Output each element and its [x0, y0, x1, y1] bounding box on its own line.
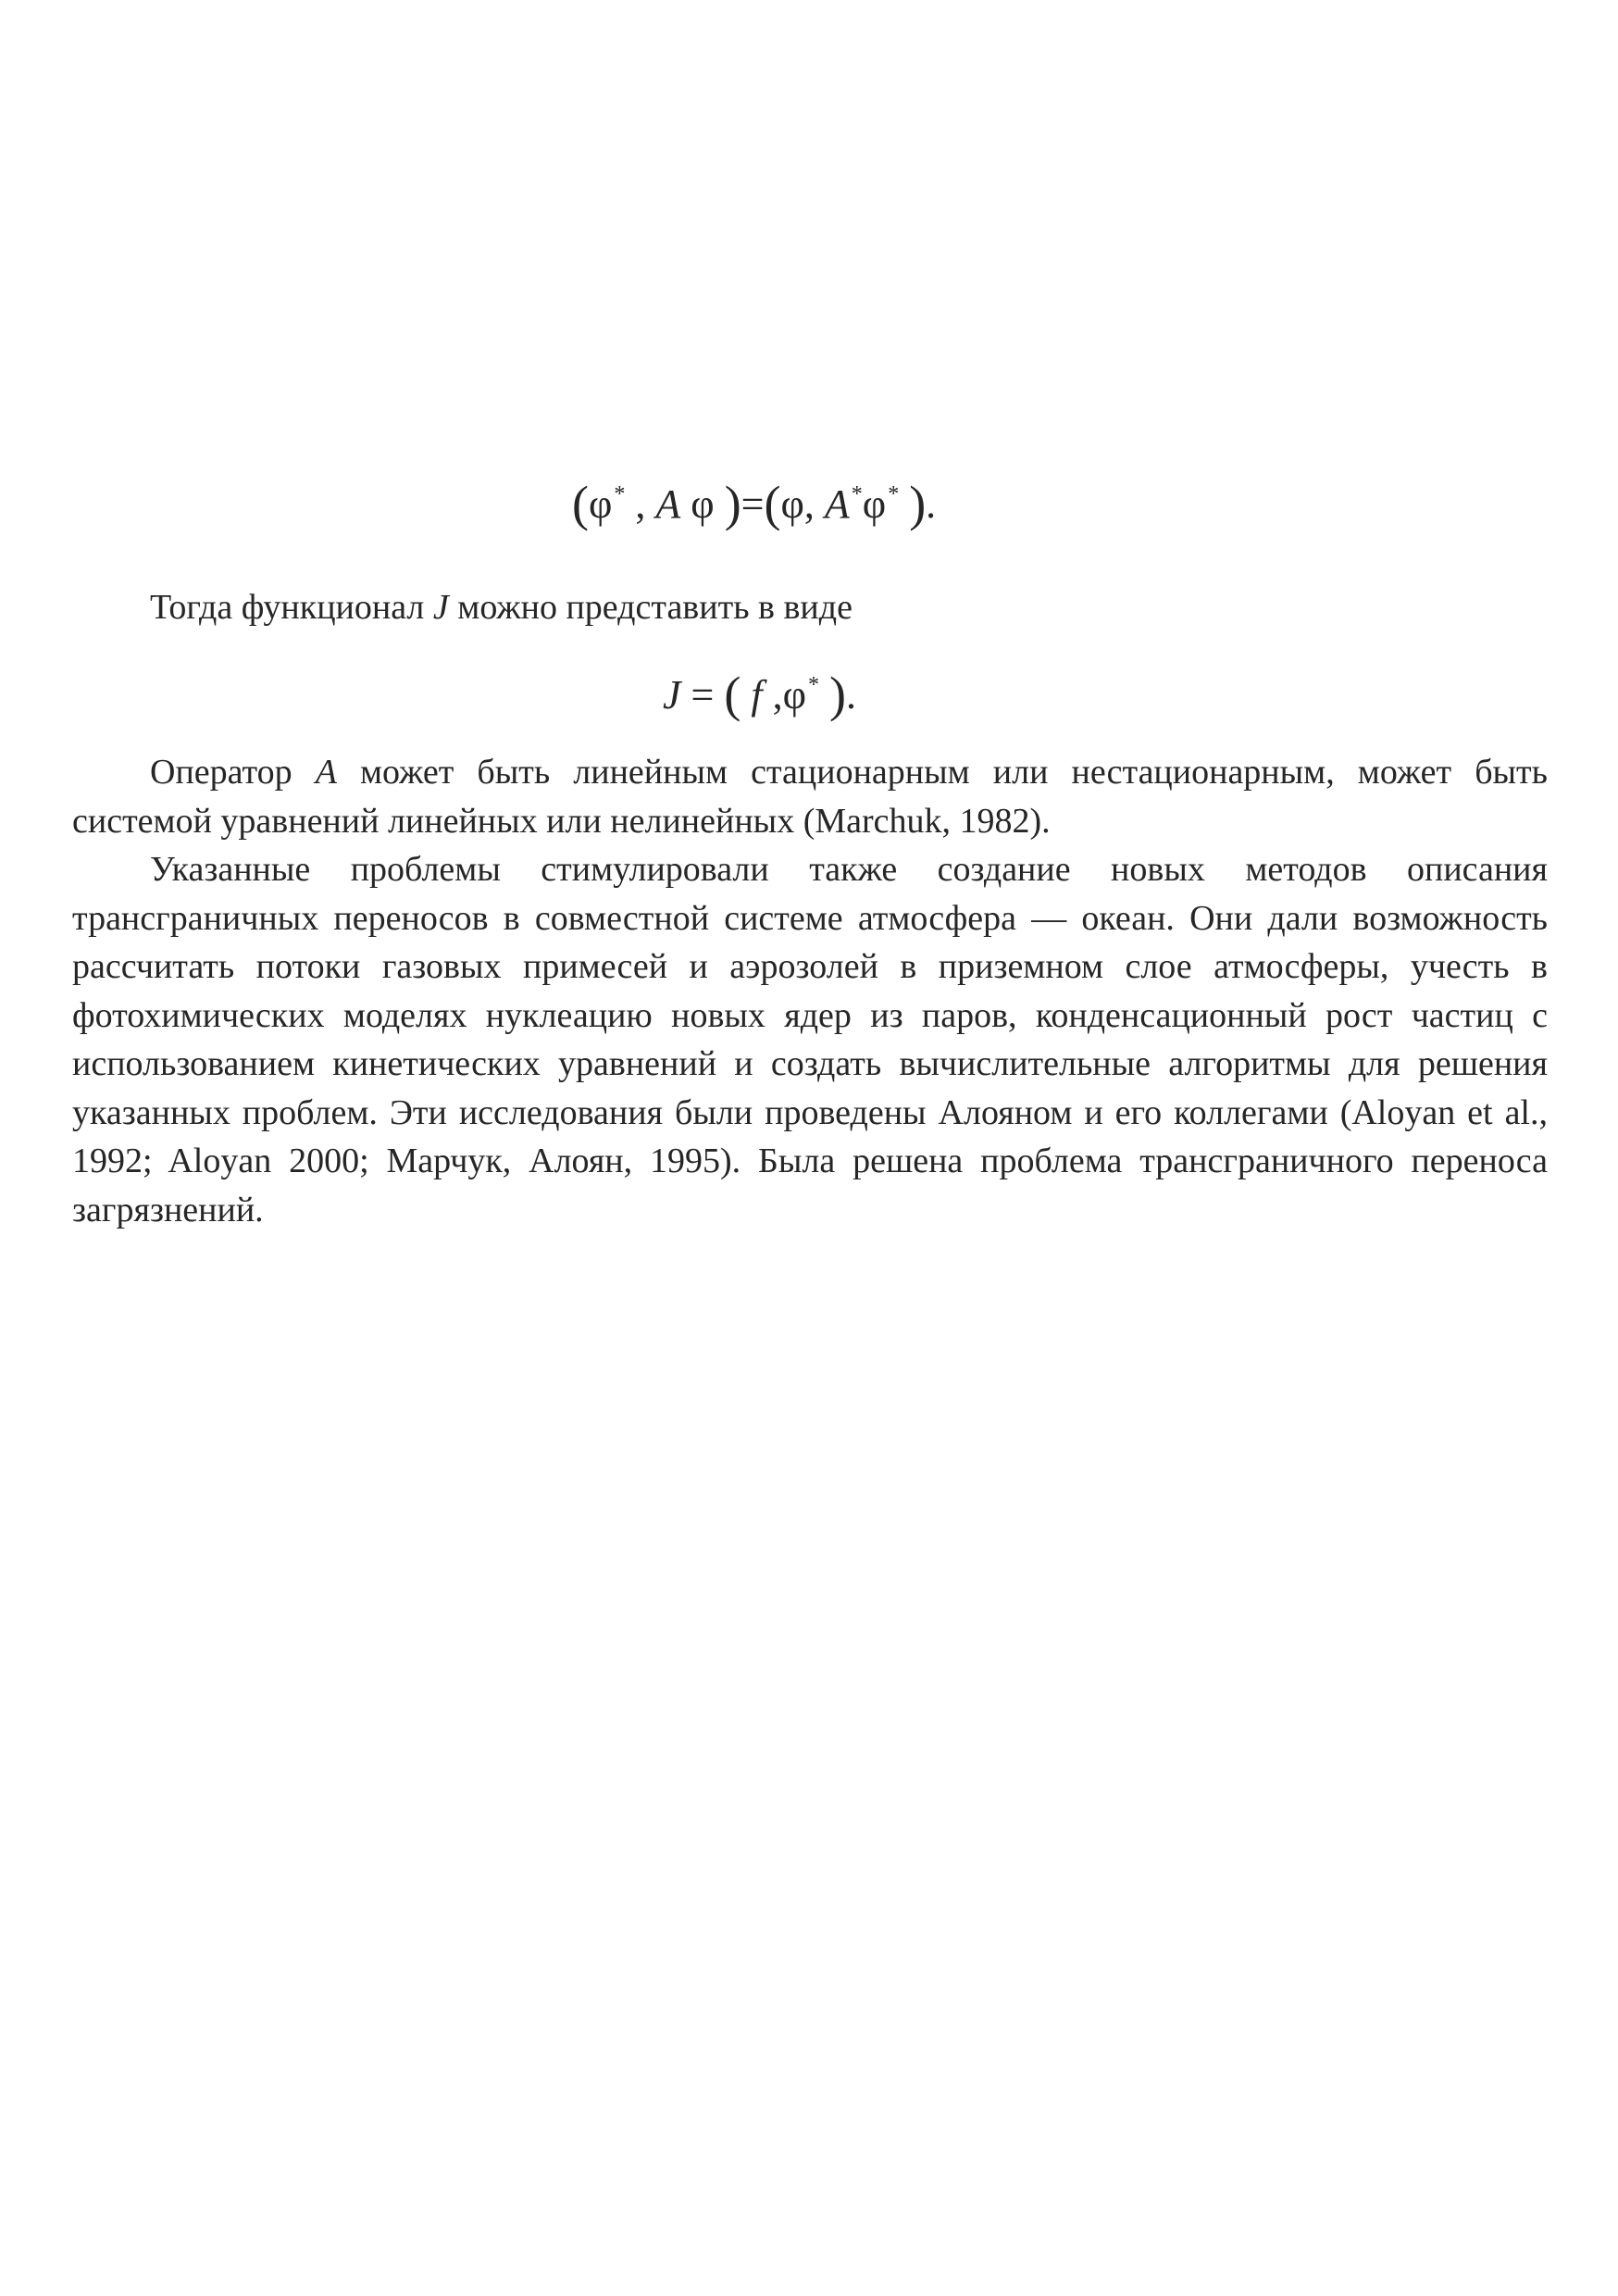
star-superscript: *: [807, 673, 819, 697]
star-superscript: *: [614, 482, 626, 506]
equation-adjoint-identity: [572, 476, 937, 531]
open-paren: (: [572, 476, 589, 531]
comma: ,: [635, 481, 646, 527]
source-f: f: [751, 672, 763, 718]
paragraph-operator: [72, 748, 1548, 845]
period: .: [926, 481, 937, 527]
operator-a: A: [824, 481, 850, 527]
close-paren: ): [828, 667, 846, 722]
paragraph-text: можно представить в виде: [448, 588, 853, 627]
open-paren: (: [724, 667, 741, 722]
functional-j: J: [432, 588, 449, 627]
paragraph-functional-intro: [72, 583, 1548, 632]
comma: ,: [772, 672, 783, 718]
close-paren: ): [909, 476, 927, 531]
operator-a: A: [655, 481, 681, 527]
star-superscript: *: [851, 482, 863, 506]
star-superscript: *: [888, 482, 900, 506]
equation-functional: [663, 667, 856, 722]
open-paren: (: [764, 476, 781, 531]
paragraph-transboundary: [72, 845, 1548, 1234]
phi-symbol: φ: [588, 481, 613, 527]
phi-symbol: φ: [691, 481, 715, 527]
phi-symbol: φ: [780, 481, 804, 527]
phi-symbol: φ: [782, 672, 806, 718]
equals-sign: =: [691, 672, 715, 718]
operator-a: A: [315, 753, 337, 792]
paragraph-text: Указанные проблемы стимулировали также создание новых методов описания трансграничных переносов в совместной системе атмосфера — океан. Они дали возможность рассчитать потоки газовых примесей и аэрозолей в приземном слое атмосферы, учесть в фотохимических моделях нуклеацию новых ядер из паров, конденсационный рост частиц с использованием кинетических уравнений и создать вычислительные алгоритмы для решения указанных проблем. Эти исследования были проведены Алояном и его коллегами (Aloyan et al., 1992; Aloyan 2000; Марчук, Алоян, 1995). Была решена проблема трансграничного переноса загрязнений.: [72, 850, 1548, 1229]
paragraph-text: Оператор: [150, 753, 316, 792]
paragraph-text: Тогда функционал: [150, 588, 433, 627]
equals-sign: =: [741, 481, 765, 527]
comma: ,: [803, 481, 815, 527]
close-paren: ): [724, 476, 741, 531]
phi-symbol: φ: [862, 481, 887, 527]
period: .: [845, 672, 856, 718]
functional-j: J: [663, 672, 681, 718]
paragraph-text: может быть линейным стационарным или нестационарным, может быть системой уравнений линейных или нелинейных (Marchuk, 1982).: [72, 753, 1548, 841]
